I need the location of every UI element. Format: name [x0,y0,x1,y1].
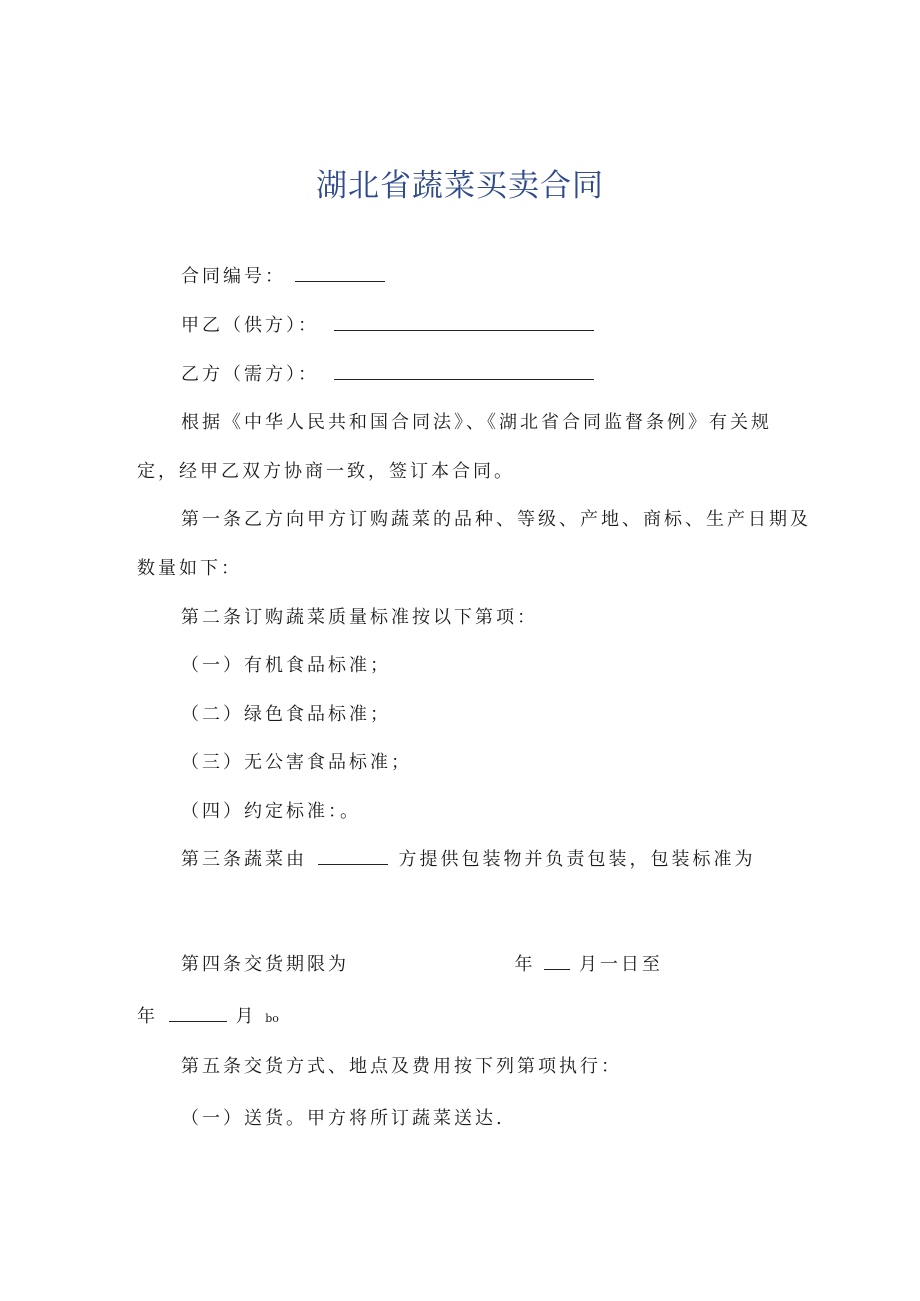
article-2-item-2: （二）绿色食品标准； [181,704,391,725]
party-a-label: 甲乙（供方）： [181,315,319,336]
article-4-month-blank [544,953,570,970]
article-4-line2-blank [169,1005,227,1022]
article-2-heading: 第二条订购蔬菜质量标准按以下第项： [181,607,538,628]
article-4-line-1 [181,953,663,977]
article-3-prefix: 第三条蔬菜由 [181,849,307,870]
article-5-heading: 第五条交货方式、地点及费用按下列第项执行： [181,1056,622,1077]
article-2-item-3: （三）无公害食品标准； [181,752,412,773]
article-4-prefix: 第四条交货期限为 [181,954,349,975]
document-title: 湖北省蔬菜买卖合同 [316,168,604,204]
article-4-line2-month: 月 [235,1006,257,1027]
contract-number-label: 合同编号： [181,266,286,287]
article-4-month-day: 月一日至 [578,954,663,975]
contract-number-line [181,265,385,289]
article-2-item-4: （四）约定标准：。 [181,801,361,822]
article-3-blank [318,848,388,865]
article-1-line-2: 数量如下： [137,558,242,579]
party-b-blank [334,363,594,380]
article-1-line-1: 第一条乙方向甲方订购蔬菜的品种、等级、产地、商标、生产日期及 [181,509,811,530]
party-a-blank [334,314,594,331]
contract-number-blank [295,265,385,282]
article-3-suffix: 方提供包装物并负责包装，包装标准为 [398,849,756,870]
party-a-line [181,314,594,338]
party-b-line [181,363,594,387]
article-2-item-1: （一）有机食品标准； [181,655,391,676]
article-5-item-1: （一）送货。甲方将所订蔬菜送达. [181,1108,505,1129]
article-4-line2-year: 年 [137,1006,158,1027]
article-3-line [181,848,755,872]
article-4-line2-tail: bo [265,1012,279,1025]
party-b-label: 乙方（需方）： [181,364,319,385]
intro-line-2: 定，经甲乙双方协商一致，签订本合同。 [137,461,515,482]
article-4-year: 年 [514,954,536,975]
intro-line-1: 根据《中华人民共和国合同法》、《湖北省合同监督条例》有关规 [181,412,772,433]
article-4-line-2 [137,1005,279,1031]
